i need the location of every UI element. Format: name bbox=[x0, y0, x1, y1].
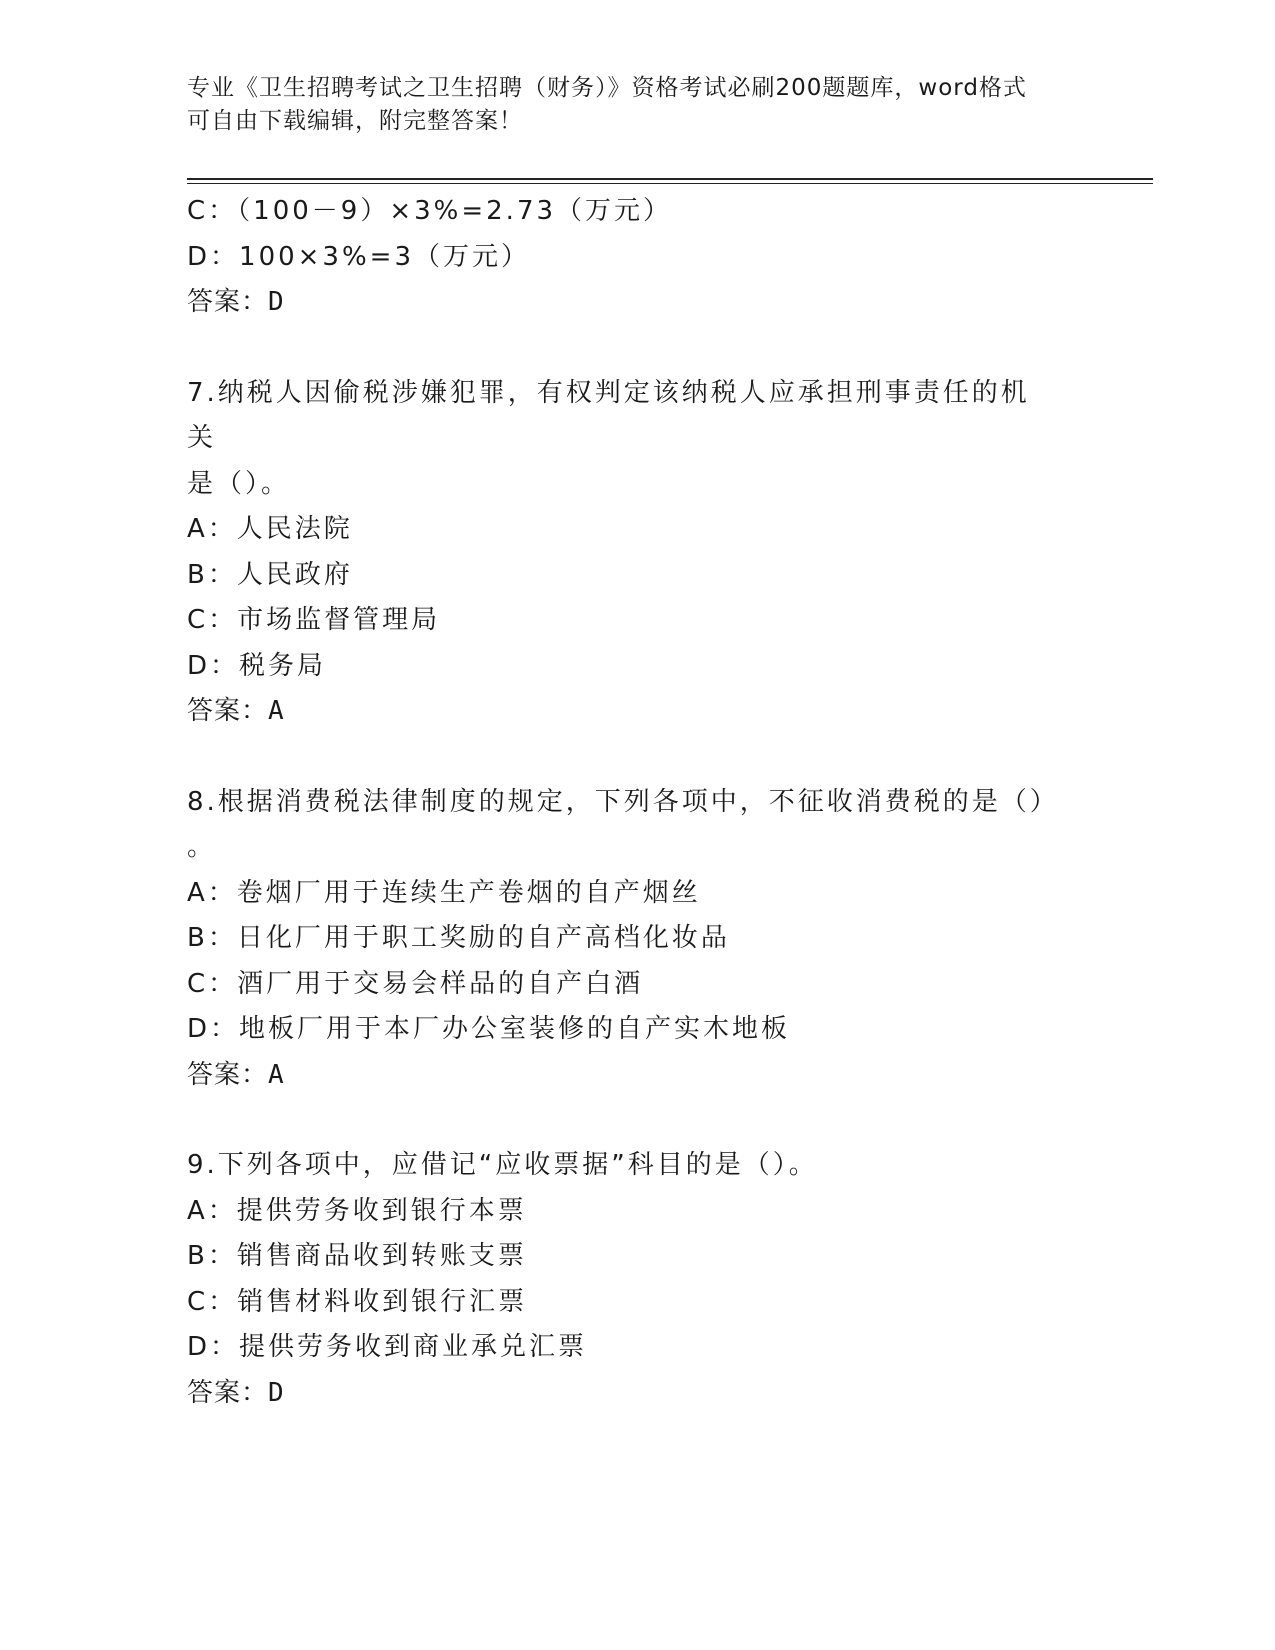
answer-label: 答案： bbox=[187, 287, 269, 317]
question-7 bbox=[187, 371, 1087, 735]
option-a: A：人民法院 bbox=[187, 514, 353, 544]
option-c: C：销售材料收到银行汇票 bbox=[187, 1286, 528, 1317]
header-line-1: 专业《卫生招聘考试之卫生招聘（财务）》资格考试必刷200题题库，word格式 bbox=[187, 75, 1027, 101]
answer-line bbox=[187, 280, 1087, 326]
question-stem-line-1: 9.下列各项中，应借记“应收票据”科目的是（）。 bbox=[187, 1150, 818, 1180]
page-header bbox=[187, 72, 1087, 138]
option-a: A：提供劳务收到银行本票 bbox=[187, 1195, 527, 1226]
option-d: D：提供劳务收到商业承兑汇票 bbox=[187, 1332, 588, 1362]
option-d: D：税务局 bbox=[187, 650, 327, 681]
option-a: A：卷烟厂用于连续生产卷烟的自产烟丝 bbox=[187, 877, 701, 908]
answer-line bbox=[187, 1371, 1087, 1417]
header-line-2: 可自由下载编辑，附完整答案！ bbox=[187, 108, 523, 134]
document-body bbox=[187, 189, 1087, 1416]
option-b: B：销售商品收到转账支票 bbox=[187, 1241, 527, 1271]
answer-value: D bbox=[268, 287, 285, 317]
answer-line bbox=[187, 1053, 1087, 1099]
previous-question-tail bbox=[187, 189, 1087, 326]
option-c: C：（100－9）×3%=2.73（万元） bbox=[187, 196, 673, 226]
question-stem-line-2: 是（）。 bbox=[187, 468, 291, 499]
option-d: D：地板厂用于本厂办公室装修的自产实木地板 bbox=[187, 1014, 791, 1044]
question-8 bbox=[187, 780, 1087, 1099]
question-stem-line-1: 7.纳税人因偷税涉嫌犯罪，有权判定该纳税人应承担刑事责任的机关 bbox=[187, 377, 1030, 453]
header-divider bbox=[187, 178, 1153, 180]
answer-label: 答案： bbox=[187, 1059, 269, 1090]
option-b: B：人民政府 bbox=[187, 559, 353, 590]
option-c: C：市场监督管理局 bbox=[187, 605, 441, 635]
answer-value: A bbox=[268, 696, 285, 726]
option-b: B：日化厂用于职工奖励的自产高档化妆品 bbox=[187, 923, 730, 953]
answer-value: A bbox=[268, 1059, 285, 1090]
question-9 bbox=[187, 1143, 1087, 1416]
answer-value: D bbox=[268, 1377, 285, 1408]
option-c: C：酒厂用于交易会样品的自产白酒 bbox=[187, 968, 644, 999]
option-d: D：100×3%=3（万元） bbox=[187, 241, 531, 272]
question-stem-line-1: 8.根据消费税法律制度的规定，下列各项中，不征收消费税的是（） bbox=[187, 786, 1059, 817]
answer-label: 答案： bbox=[187, 1377, 269, 1408]
question-stem-line-2: 。 bbox=[187, 832, 217, 862]
answer-line bbox=[187, 689, 1087, 735]
answer-label: 答案： bbox=[187, 696, 269, 726]
